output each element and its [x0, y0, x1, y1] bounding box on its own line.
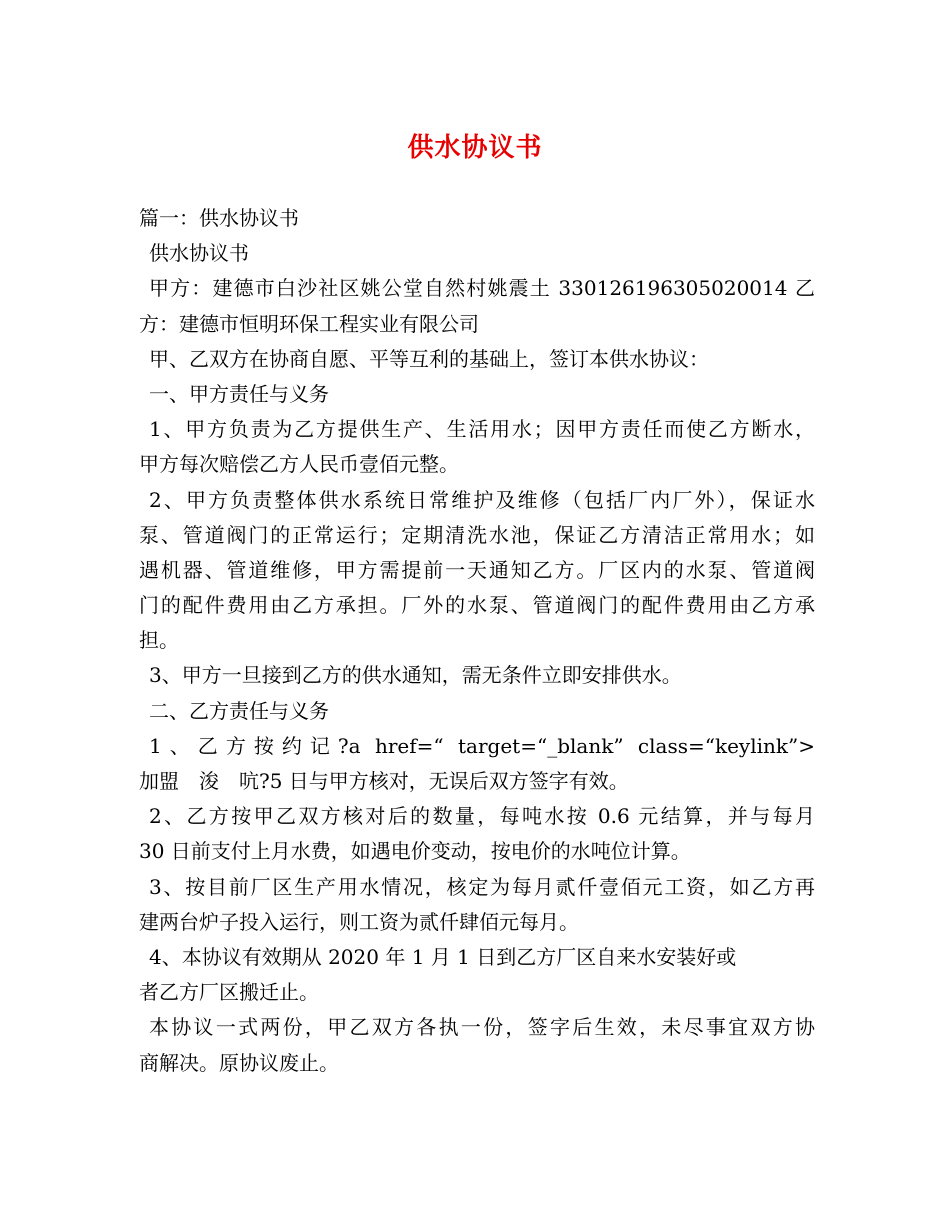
text-line: 1、甲方负责为乙方提供生产、生活用水；因甲方责任而使乙方断水， — [149, 417, 815, 442]
text-line: 30 日前支付上月水费，如遇电价变动，按电价的水吨位计算。 — [139, 839, 691, 864]
text-line: 2、甲方负责整体供水系统日常维护及维修（包括厂内厂外），保证水 — [149, 487, 815, 512]
text-line: 3、按目前厂区生产用水情况，核定为每月贰仟壹佰元工资，如乙方再 — [149, 874, 815, 899]
document-title: 供水协议书 — [407, 133, 543, 163]
text-line: 担。 — [139, 628, 179, 653]
text-line: 1、乙方按约记?a href=“ target=“_blank” class=“keylink”> — [149, 733, 815, 758]
text-line: 二、乙方责任与义务 — [149, 698, 329, 723]
text-line: 供水协议书 — [149, 241, 249, 266]
text-line: 篇一：供水协议书 — [139, 206, 299, 230]
text-line: 者乙方厂区搬迁止。 — [139, 980, 319, 1005]
text-line: 一、甲方责任与义务 — [149, 381, 329, 406]
text-line: 4、本协议有效期从 2020 年 1 月 1 日到乙方厂区自来水安装好或 — [149, 944, 737, 969]
text-line: 甲方：建德市白沙社区姚公堂自然村姚震土 330126196305020014 乙 — [149, 276, 815, 301]
text-line: 3、甲方一旦接到乙方的供水通知，需无条件立即安排供水。 — [149, 663, 682, 688]
text-line: 甲、乙双方在协商自愿、平等互利的基础上，签订本供水协议： — [149, 346, 709, 371]
text-line: 商解决。原协议废止。 — [139, 1050, 339, 1075]
text-line: 遇机器、管道维修，甲方需提前一天通知乙方。厂区内的水泵、管道阀 — [139, 557, 815, 582]
text-line: 本协议一式两份，甲乙双方各执一份，签字后生效，未尽事宜双方协 — [149, 1015, 815, 1040]
text-line: 门的配件费用由乙方承担。厂外的水泵、管道阀门的配件费用由乙方承 — [139, 593, 815, 618]
text-line: 加盟 浚 吭?5 日与甲方核对，无误后双方签字有效。 — [139, 769, 629, 793]
document-body — [139, 201, 815, 1081]
text-line: 甲方每次赔偿乙方人民币壹佰元整。 — [139, 452, 459, 477]
text-line: 2、乙方按甲乙双方核对后的数量，每吨水按 0.6 元结算，并与每月 — [149, 804, 815, 829]
text-line: 泵、管道阀门的正常运行；定期清洗水池，保证乙方清洁正常用水；如 — [139, 522, 815, 547]
text-line: 方：建德市恒明环保工程实业有限公司 — [139, 311, 479, 336]
text-line: 建两台炉子投入运行，则工资为贰仟肆佰元每月。 — [139, 909, 579, 934]
